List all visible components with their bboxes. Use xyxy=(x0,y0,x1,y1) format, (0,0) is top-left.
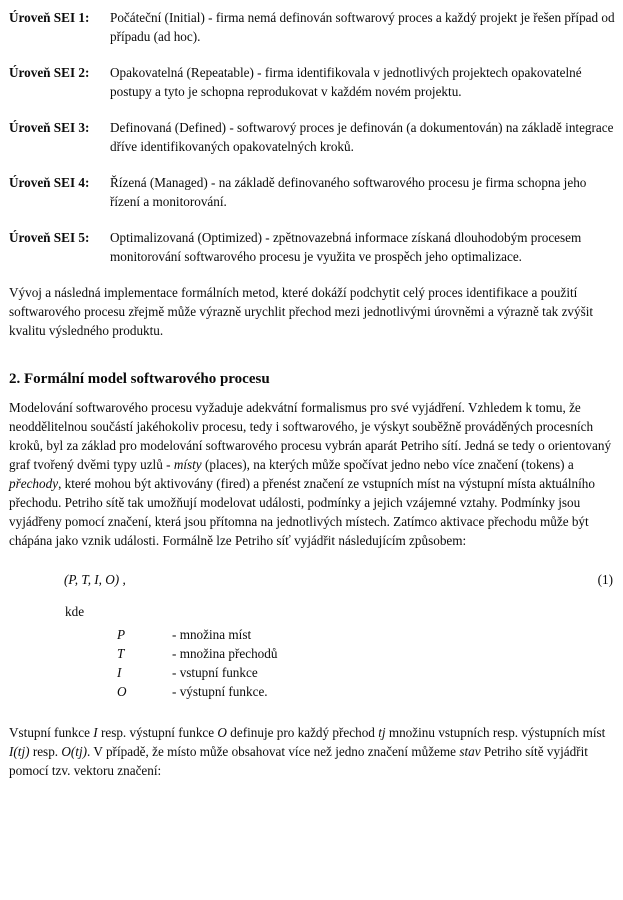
paragraph-text: Vstupní funkce xyxy=(9,725,94,740)
sei-level-2 xyxy=(9,63,615,101)
paragraph-text: . V případě, že místo může obsahovat více než jedno značení můžeme xyxy=(87,744,460,759)
paragraph-text: množinu vstupních resp. výstupních míst xyxy=(385,725,606,740)
definition-symbol: T xyxy=(117,646,125,661)
sei-level-5 xyxy=(9,228,615,266)
term-mista: místy xyxy=(173,457,202,472)
definition-row xyxy=(117,644,615,663)
sei-level-label: Úroveň SEI 4: xyxy=(9,175,90,190)
paragraph-text: , které mohou být aktivovány (fired) a přenést značení ze vstupních míst na výstupní místa aktuálního přechodu. Petriho sítě tak umožňují modelovat události, podmínky a jejich vzájemné vztahy. Podmínky jsou vyjádřeny pomocí značení, která jsou přítomna na jednotlivých místech. Zatímco aktivace přechodu může být chápána jako vznik události. Formálně lze Petriho síť vyjádřit následujícím způsobem: xyxy=(9,476,595,548)
sei-level-label: Úroveň SEI 1: xyxy=(9,10,90,25)
symbol-output-function: O xyxy=(217,725,227,740)
term-prechody: přechody xyxy=(9,476,59,491)
sei-level-label: Úroveň SEI 3: xyxy=(9,120,90,135)
definition-symbol: P xyxy=(117,627,126,642)
final-paragraph xyxy=(9,723,615,780)
symbol-input-function: I xyxy=(93,725,98,740)
sei-level-3 xyxy=(9,118,615,156)
sei-level-1 xyxy=(9,8,615,46)
where-label: kde xyxy=(65,604,85,619)
paragraph-text: Petriho sítě vyjádřit pomocí tzv. vektoru značení: xyxy=(9,744,588,778)
sei-level-description: Řízená (Managed) - na základě definovaného softwarového procesu je firma schopna jeho řízení a monitorování. xyxy=(110,175,587,209)
definition-row xyxy=(117,625,615,644)
term-stav: stav xyxy=(459,744,481,759)
definition-symbol: I xyxy=(117,665,122,680)
equation-row xyxy=(9,570,615,592)
paragraph-text: definuje pro každý přechod xyxy=(226,725,379,740)
petri-net-formula: (P, T, I, O) , xyxy=(64,572,126,587)
intro-paragraph: Vývoj a následná implementace formálních metod, které dokáží podchytit celý proces identifikace a použití softwarového procesu zřejmě může výrazně urychlit přechod mezi jednotlivými úrovněmi a výrazně tak zvýšit kvalitu výsledného produktu. xyxy=(9,285,594,338)
definition-text: - množina míst xyxy=(172,627,252,642)
sei-level-label: Úroveň SEI 2: xyxy=(9,65,90,80)
sei-level-description: Definovaná (Defined) - softwarový proces je definován (a dokumentován) na základě integrace dříve identifikovaných opakovatelných kroků. xyxy=(110,120,614,154)
sei-level-description: Opakovatelná (Repeatable) - firma identifikovala v jednotlivých projektech opakovatelné postupy a tyto je schopna reprodukovat v každém novém projektu. xyxy=(110,65,582,99)
definition-row xyxy=(117,682,615,701)
definition-list xyxy=(117,625,615,701)
definition-text: - výstupní funkce. xyxy=(172,684,268,699)
paragraph-text: (places), na kterých může spočívat jedno nebo více značení (tokens) a xyxy=(201,457,574,472)
sei-level-label: Úroveň SEI 5: xyxy=(9,230,90,245)
document-page xyxy=(9,8,615,780)
section-title: 2. Formální model softwarového procesu xyxy=(9,371,270,387)
paragraph-text: Modelování softwarového procesu vyžaduje adekvátní formalismus pro své vyjádření. Vzhledem k tomu, že neoddělitelnou součástí jakéhokoliv procesu, tedy i softwarového, je výskyt souběžně prováděných procesních kroků, byl za základ pro modelování softwarového procesu vybrán aparát Petriho sítí. Jedná se tedy o orientovaný graf tvořený dvěmi typy uzlů - xyxy=(9,400,612,472)
sei-level-description: Počáteční (Initial) - firma nemá definován softwarový proces a každý projekt je řešen případ od případu (ad hoc). xyxy=(110,10,615,44)
definition-text: - vstupní funkce xyxy=(172,665,258,680)
definition-symbol: O xyxy=(117,684,127,699)
sei-level-description: Optimalizovaná (Optimized) - zpětnovazebná informace získaná dlouhodobým procesem monitorování softwarového procesu je využita ve prospěch jeho optimalizace. xyxy=(110,230,582,264)
definition-row xyxy=(117,663,615,682)
symbol-input-set: I(tj) xyxy=(9,744,30,759)
symbol-output-set: O(tj) xyxy=(61,744,88,759)
definition-text: - množina přechodů xyxy=(172,646,278,661)
paragraph-text: resp. xyxy=(29,744,62,759)
sei-level-4 xyxy=(9,173,615,211)
paragraph-text: resp. výstupní funkce xyxy=(97,725,218,740)
symbol-transition: tj xyxy=(378,725,386,740)
section-paragraph xyxy=(9,398,615,550)
equation-number: (1) xyxy=(597,572,613,587)
